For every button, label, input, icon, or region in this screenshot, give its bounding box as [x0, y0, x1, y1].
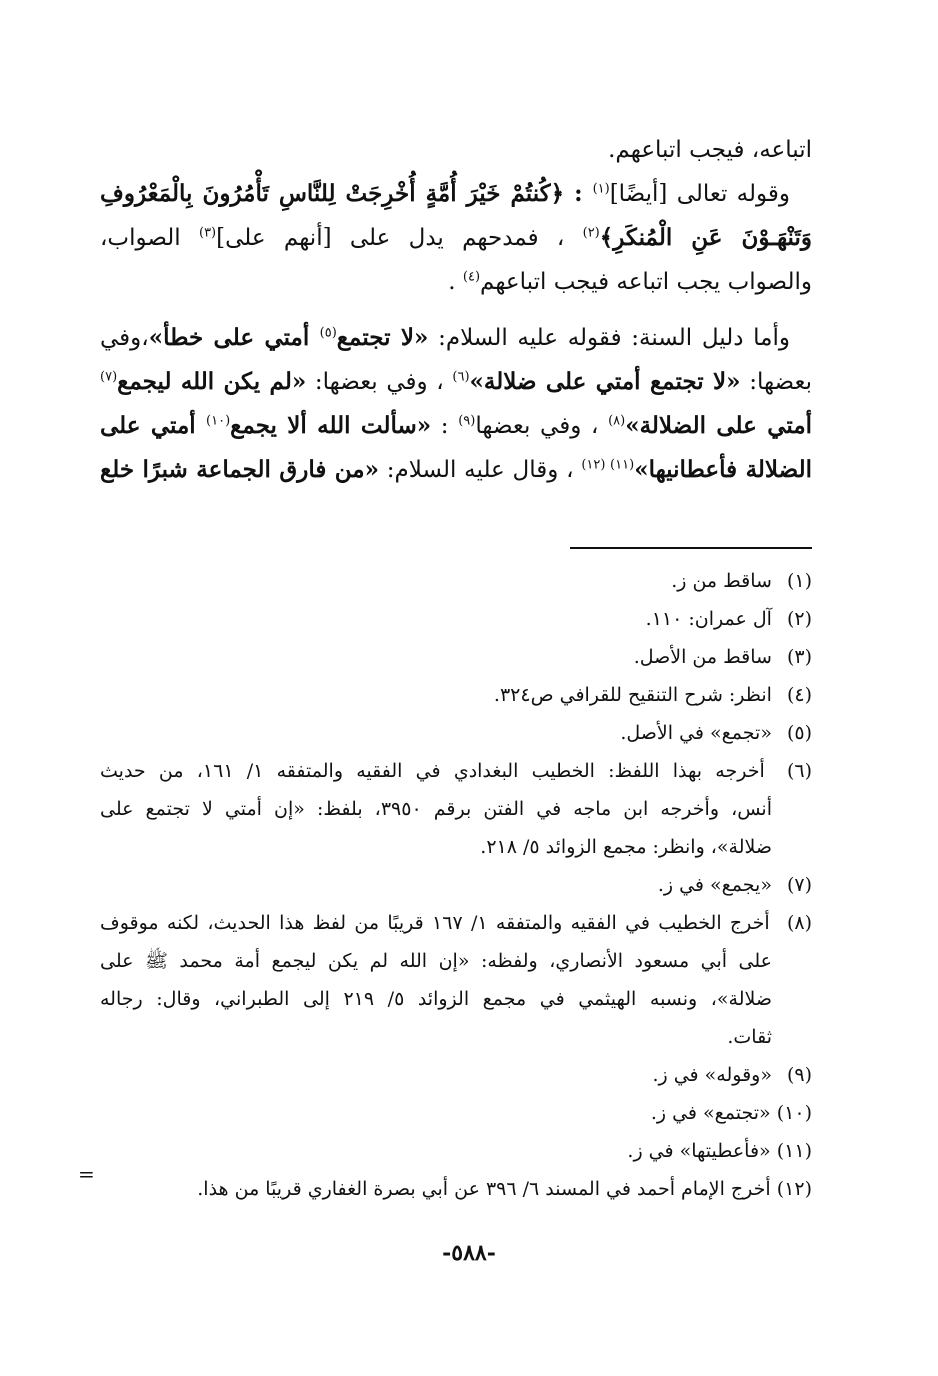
footnote-number: (٤) — [786, 684, 812, 706]
footnote-text: على أبي مسعود الأنصاري، ولفظه: «إن الله لم يكن ليجمع أمة محمد ﷺ على — [100, 950, 772, 972]
footnote-number: (٦) — [786, 760, 812, 782]
footnote-number: (٢) — [786, 608, 812, 630]
footnote-text: انظر: شرح التنقيح للقرافي ص٣٢٤. — [493, 684, 772, 706]
footnote-9 — [100, 1056, 812, 1094]
footnote-ref[interactable]: (٤) — [462, 269, 481, 285]
text-segment: الصواب، — [100, 225, 199, 251]
hadith-quote: «سألت الله ألا يجمع — [230, 412, 432, 439]
footnote-ref[interactable]: (٩) — [458, 413, 476, 429]
footnote-text: أخرج الخطيب في الفقيه والمتفقه ١/ ١٦٧ قريبًا من لفظ هذا الحديث، لكنه موقوف — [100, 912, 770, 934]
footnote-ref[interactable]: (١) — [592, 181, 610, 197]
footnote-text: «تجتمع» في ز. — [650, 1102, 771, 1124]
quran-verse: وَتَنْهَـوْنَ عَنِ الْمُنكَرِ﴾ — [599, 224, 813, 251]
hadith-quote: أمتي على — [100, 412, 207, 439]
footnote-number: (٣) — [786, 646, 812, 668]
footnote-text: «فأعطيتها» في ز. — [627, 1140, 771, 1162]
footnote-2 — [100, 600, 812, 638]
main-text — [100, 128, 812, 492]
text-line-1: اتباعه، فيجب اتباعهم. — [608, 137, 812, 163]
footnote-number: (٥) — [786, 722, 812, 744]
footnote-text: أخرج الإمام أحمد في المسند ٦/ ٣٩٦ عن أبي بصرة الغفاري قريبًا من هذا. — [197, 1178, 771, 1200]
footnote-text: أنس، وأخرجه ابن ماجه في الفتن برقم ٣٩٥٠، بلفظ: «إن أمتي لا تجتمع على — [100, 798, 772, 820]
footnote-ref[interactable]: (٨) — [608, 413, 626, 429]
footnote-text: «وقوله» في ز. — [652, 1064, 772, 1086]
footnote-number: (١٠) — [776, 1102, 812, 1124]
text-segment: والصواب يجب اتباعه فيجب اتباعهم — [480, 269, 812, 295]
footnote-number: (٨) — [786, 912, 813, 934]
text-line-3 — [100, 216, 812, 260]
footnote-3 — [100, 638, 812, 676]
footnote-text: أخرجه بهذا اللفظ: الخطيب البغدادي في الفقيه والمتفقه ١/ ١٦١، من حديث — [100, 760, 765, 782]
footnote-text: آل عمران: ١١٠. — [645, 608, 772, 630]
footnote-text: «تجمع» في الأصل. — [620, 722, 772, 744]
footnote-text: ساقط من الأصل. — [633, 646, 772, 668]
footnote-6 — [100, 752, 812, 866]
footnote-ref[interactable]: (٦) — [452, 369, 470, 385]
footnote-number: (٩) — [786, 1064, 812, 1086]
footnote-ref[interactable]: (٧) — [100, 369, 118, 385]
footnote-ref[interactable]: (٣) — [198, 225, 217, 241]
text-segment: ، وقال عليه السلام: — [379, 457, 582, 483]
footnote-10 — [100, 1094, 812, 1132]
continuation-mark: = — [78, 1162, 95, 1186]
text-segment: ، وفي بعضها — [475, 413, 609, 439]
text-segment: : — [431, 413, 459, 439]
footnote-ref[interactable]: (١١) (١٢) — [581, 457, 635, 473]
hadith-quote: أمتي على الضلالة» — [625, 412, 813, 439]
hadith-quote: الضلالة فأعطانيها» — [634, 456, 812, 483]
text-segment: وأما دليل السنة: فقوله عليه السلام: — [428, 325, 790, 351]
footnote-ref[interactable]: (٥) — [319, 325, 337, 341]
hadith-quote: «لم يكن الله ليجمع — [117, 368, 307, 395]
text-segment: ، وفي بعضها: — [306, 369, 453, 395]
footnote-text: ضلالة»، ونسبه الهيثمي في مجمع الزوائد ٥/ ٢١٩ إلى الطبراني، وقال: رجاله — [100, 988, 772, 1010]
text-segment: ، فمدحهم يدل على [أنهم على] — [216, 225, 565, 251]
text-line-2 — [100, 172, 812, 216]
text-segment: وقوله تعالى [أيضًا] — [609, 181, 790, 207]
footnote-text: «يجمع» في ز. — [657, 874, 772, 896]
footnotes — [100, 562, 812, 1208]
footnote-1 — [100, 562, 812, 600]
footnote-12 — [100, 1170, 812, 1208]
hadith-quote: «لا تجتمع أمتي على ضلالة» — [469, 368, 741, 395]
footnote-number: (١٢) — [776, 1178, 812, 1200]
quran-verse: : ﴿كُنتُمْ خَيْرَ أُمَّةٍ أُخْرِجَتْ لِلنَّاسِ تَأْمُرُونَ بِالْمَعْرُوفِ — [100, 180, 593, 207]
text-segment: ،وفي — [100, 325, 149, 351]
footnote-5 — [100, 714, 812, 752]
text-line-5 — [100, 316, 812, 360]
hadith-quote: «لا تجتمع — [336, 324, 429, 351]
footnote-ref[interactable]: (١٠) — [206, 413, 231, 429]
text-line-4 — [100, 260, 812, 304]
footnote-text: ضلالة»، وانظر: مجمع الزوائد ٥/ ٢١٨. — [480, 836, 772, 858]
text-line-7 — [100, 404, 812, 448]
footnote-4 — [100, 676, 812, 714]
text-line-6 — [100, 360, 812, 404]
text-segment: بعضها: — [740, 369, 813, 395]
footnote-text: ثقات. — [727, 1026, 772, 1048]
footnote-8 — [100, 904, 812, 1056]
footnote-11 — [100, 1132, 812, 1170]
footnote-divider — [570, 547, 812, 549]
footnote-number: (٧) — [786, 874, 812, 896]
footnote-7 — [100, 866, 812, 904]
hadith-quote: أمتي على خطأ» — [148, 324, 320, 351]
footnote-ref[interactable]: (٢) — [582, 225, 600, 241]
text-line-8 — [100, 448, 812, 492]
text-segment: . — [448, 269, 463, 295]
footnote-number: (١) — [786, 570, 812, 592]
page-number: -٥٨٨- — [442, 1240, 496, 1266]
footnote-text: ساقط من ز. — [671, 570, 772, 592]
footnote-number: (١١) — [776, 1140, 812, 1162]
hadith-quote: «من فارق الجماعة شبرًا خلع — [100, 456, 379, 483]
